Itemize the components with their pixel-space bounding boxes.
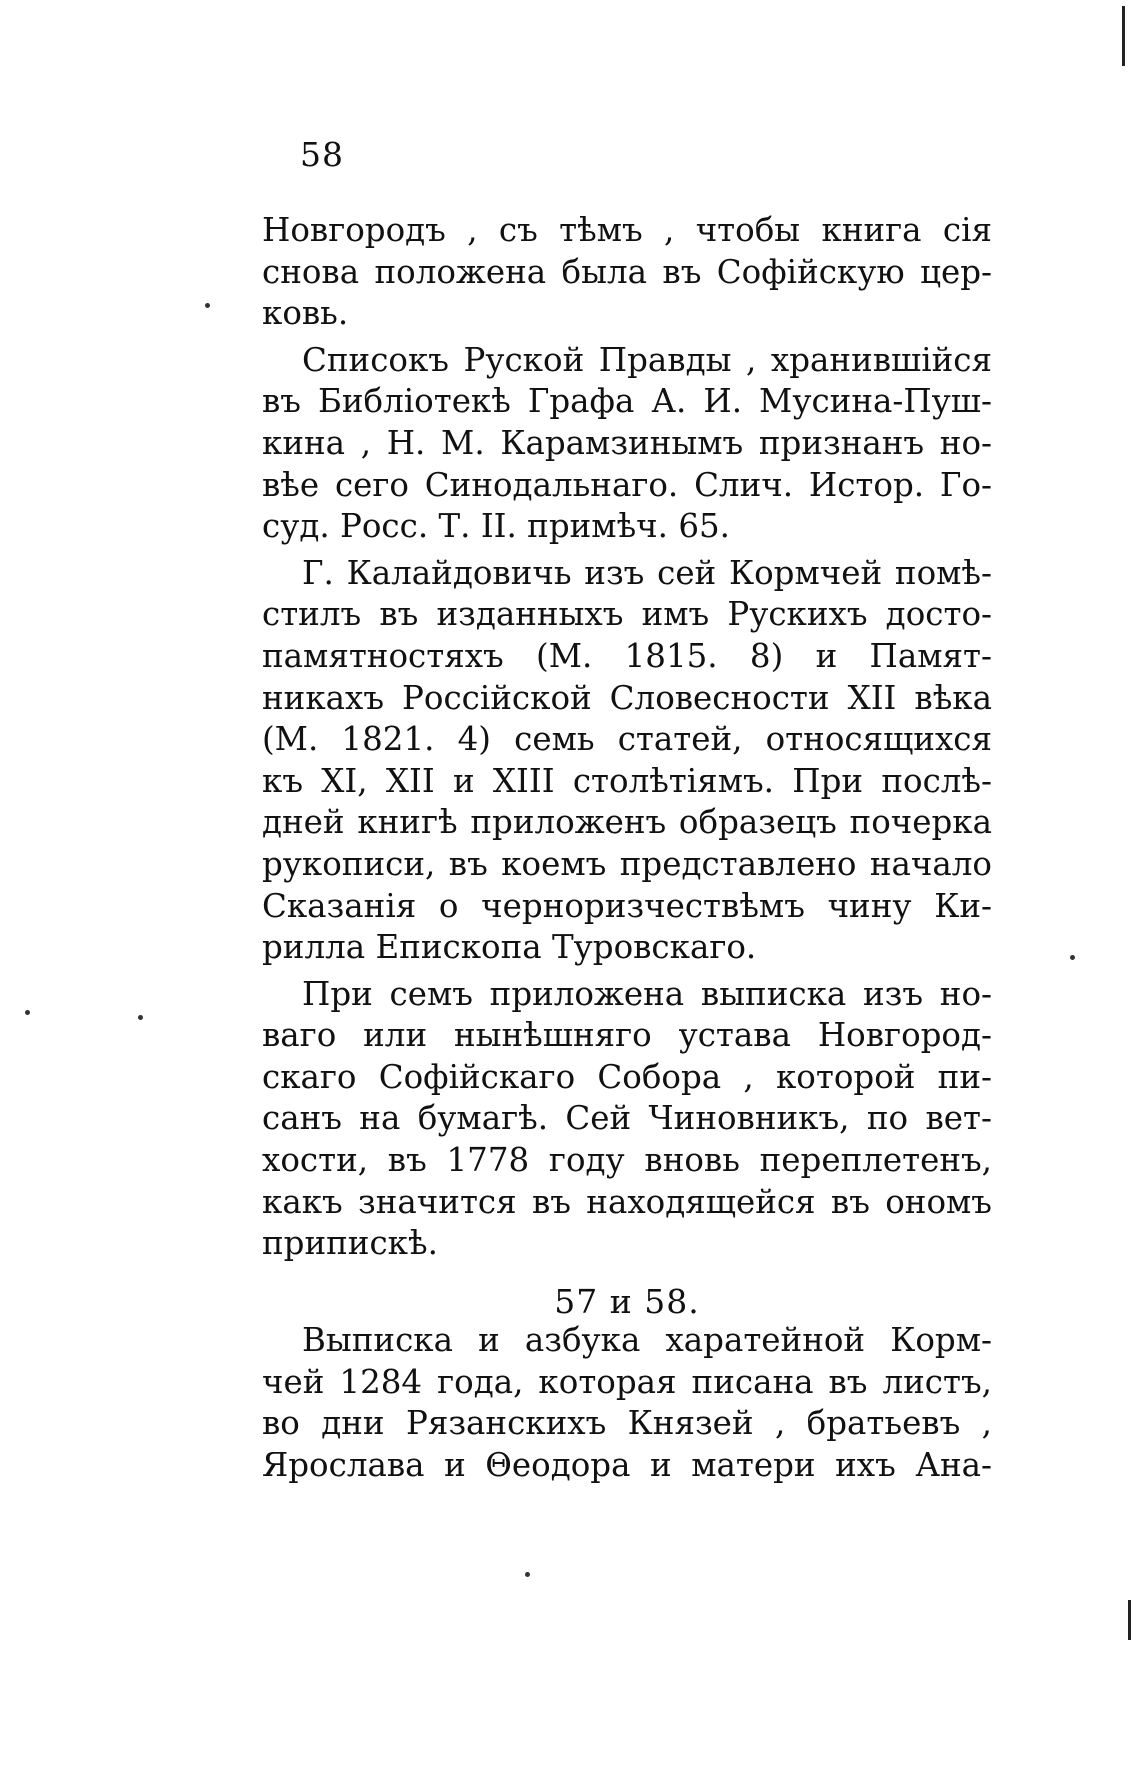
text-line: рукописи, въ коемъ представлено начало (262, 844, 992, 883)
text-line: въ Библіотекѣ Графа А. И. Мусина-Пуш- (262, 382, 992, 421)
paragraph-4 (262, 974, 992, 1265)
text-line: санъ на бумагѣ. Сей Чиновникъ, по вет- (262, 1099, 992, 1138)
text-line: никахъ Россійской Словесности XII вѣка (262, 678, 992, 717)
text-line: ковь. (262, 294, 349, 333)
text-line: припискѣ. (262, 1224, 438, 1263)
text-line: памятностяхъ (М. 1815. 8) и Памят- (262, 636, 992, 675)
text-line: стилъ въ изданныхъ имъ Рускихъ досто- (262, 595, 992, 634)
text-line: Г. Калайдовичь изъ сей Кормчей помѣ- (302, 553, 992, 592)
scan-edge-mark-bottom (1128, 1600, 1131, 1640)
section-text (262, 1320, 992, 1486)
paragraph-2 (262, 340, 992, 548)
text-line: (М. 1821. 4) семь статей, относящихся (262, 720, 992, 759)
text-line: чей 1284 года, которая писана въ листъ, (262, 1362, 992, 1401)
text-line: При семъ приложена выписка изъ но- (302, 974, 992, 1013)
text-line: ваго или нынѣшняго устава Новгород- (262, 1016, 992, 1055)
text-line: рилла Епископа Туровскаго. (262, 928, 757, 967)
section-heading: 57 и 58. (554, 1282, 700, 1321)
text-line: снова положена была въ Софійскую цер- (262, 252, 992, 291)
paragraph-3 (262, 553, 992, 969)
text-line: во дни Рязанскихъ Князей , братьевъ , (262, 1404, 992, 1443)
text-line: Новгородъ , съ тѣмъ , чтобы книга сія (262, 211, 992, 249)
text-line: дней книгѣ приложенъ образецъ почерка (262, 803, 992, 842)
text-line: хости, въ 1778 году вновь переплетенъ, (262, 1141, 992, 1180)
text-line: къ XI, XII и XIII столѣтіямъ. При послѣ- (262, 761, 992, 800)
section-paragraph (262, 1320, 992, 1486)
scan-speck (138, 1015, 143, 1020)
scan-speck (525, 1572, 530, 1577)
text-line: Выписка и азбука харатейной Корм- (302, 1321, 992, 1359)
scan-edge-mark-top (1122, 6, 1125, 66)
text-line: вѣе сего Синодальнаго. Слич. Истор. Го- (262, 465, 992, 504)
text-line: суд. Росс. Т. II. примѣч. 65. (262, 507, 731, 546)
paragraph-1 (262, 210, 992, 335)
page-number: 58 (300, 135, 344, 174)
scan-speck (1070, 955, 1075, 960)
text-line: Сказанія о черноризчествѣмъ чину Ки- (262, 886, 992, 925)
text-line: кина , Н. М. Карамзинымъ признанъ но- (262, 423, 992, 462)
text-line: Списокъ Руской Правды , хранившійся (302, 340, 992, 379)
text-line: Ярослава и Θеодора и матери ихъ Ана- (262, 1445, 992, 1484)
scan-speck (25, 1010, 30, 1015)
main-text (262, 210, 992, 1265)
text-line: скаго Софійскаго Собора , которой пи- (262, 1057, 992, 1096)
text-line: какъ значится въ находящейся въ ономъ (262, 1182, 992, 1221)
scan-speck (205, 303, 210, 308)
